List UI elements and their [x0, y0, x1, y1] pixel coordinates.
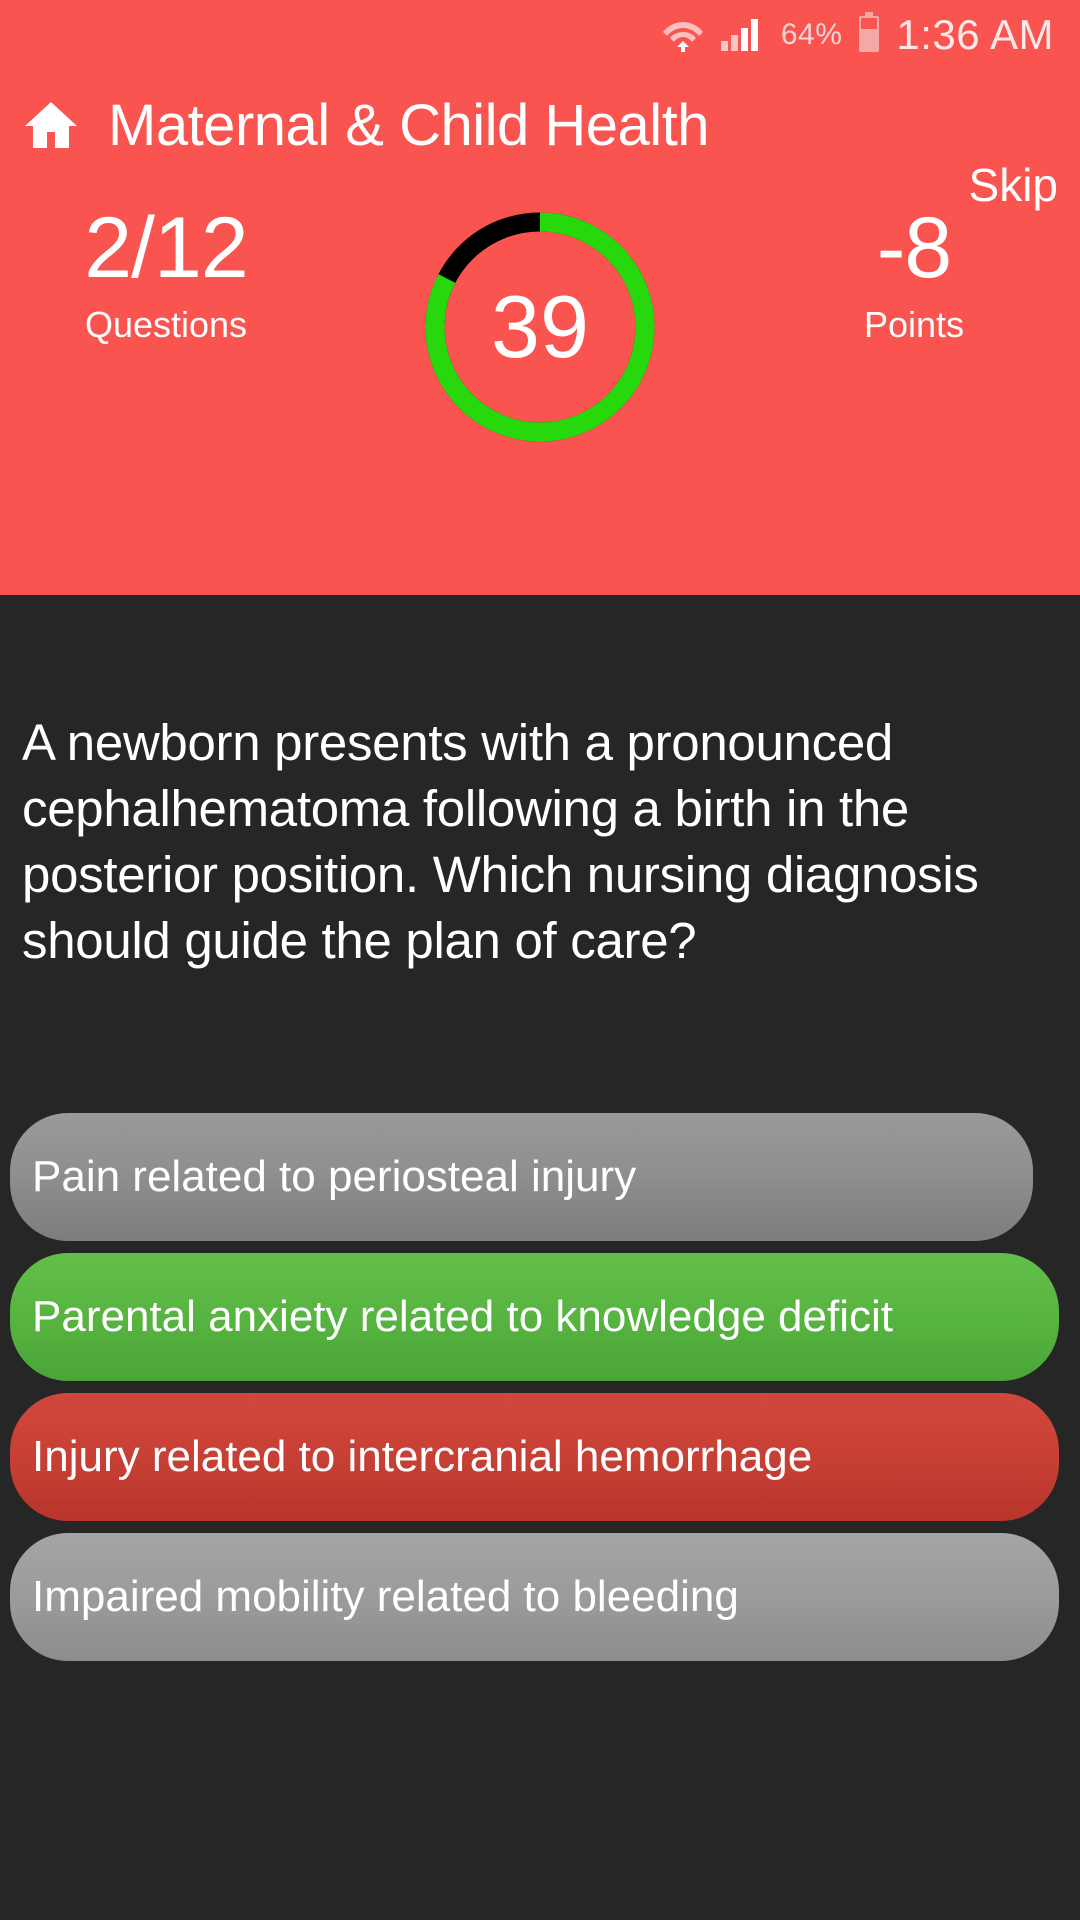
stats-row: [0, 180, 1080, 452]
answer-option[interactable]: Injury related to intercranial hemorrhage: [10, 1393, 1059, 1521]
quiz-body: [0, 595, 1080, 1920]
answer-option[interactable]: Pain related to periosteal injury: [10, 1113, 1033, 1241]
battery-icon: [856, 12, 882, 59]
home-icon[interactable]: [22, 96, 80, 154]
points-label: Points: [863, 304, 965, 345]
timer-ring: [415, 202, 665, 452]
points-stat: [774, 198, 1054, 346]
wifi-icon: [661, 13, 705, 58]
questions-label: Questions: [84, 304, 248, 345]
answer-option[interactable]: Impaired mobility related to bleeding: [10, 1533, 1059, 1661]
answer-option[interactable]: Parental anxiety related to knowledge deficit: [10, 1253, 1059, 1381]
questions-value: 2/12: [84, 200, 248, 296]
answer-list: [10, 1113, 1070, 1673]
question-text: A newborn presents with a pronounced cephalhematoma following a birth in the posterior position. Which nursing diagnosis should guide the plan of care?: [22, 714, 979, 969]
points-value: -8: [876, 200, 952, 296]
page-title: Maternal & Child Health: [108, 92, 710, 158]
battery-percent-label: 64%: [780, 18, 843, 51]
timer-value: 39: [491, 277, 589, 376]
skip-button[interactable]: Skip: [968, 159, 1058, 211]
quiz-header: [0, 70, 1080, 595]
status-bar: [0, 0, 1080, 70]
cellular-signal-icon: [719, 13, 767, 58]
title-row: [0, 70, 1080, 211]
questions-stat: [26, 198, 306, 346]
clock-label: 1:36 AM: [896, 11, 1054, 58]
